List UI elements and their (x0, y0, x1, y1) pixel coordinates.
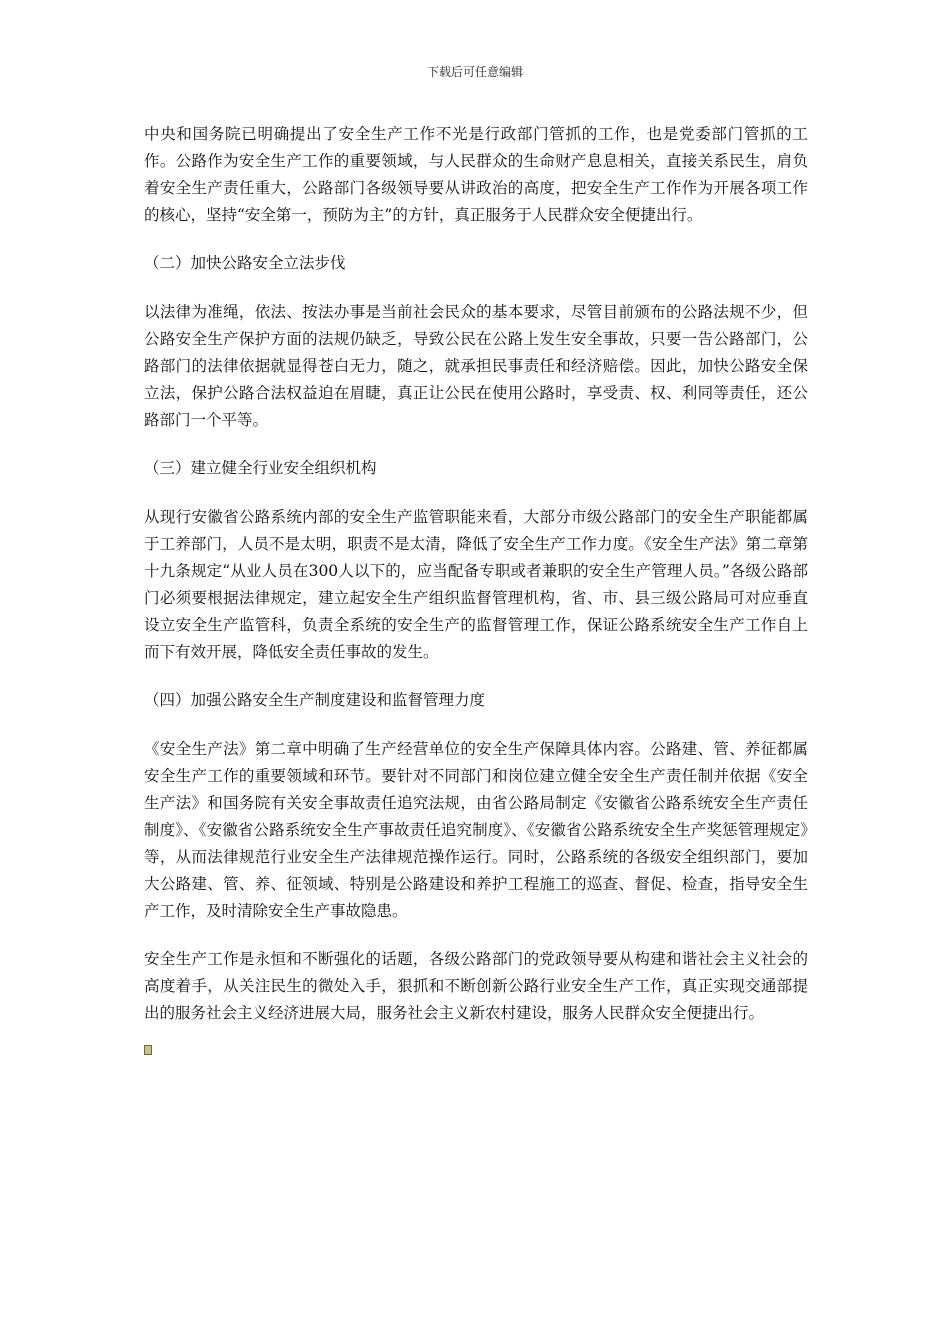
paragraph-supervision: 《安全生产法》第二章中明确了生产经营单位的安全生产保障具体内容。公路建、管、养征都属安全生产工作的重要领域和环节。要针对不同部门和岗位建立健全安全生产责任制并依据《安全生产法》和国务院有关安全事故责任追究法规，由省公路局制定《安徽省公路系统安全生产责任制度》、《安徽省公路系统安全生产事故责任追究制度》、《安徽省公路系统安全生产奖惩管理规定》等，从而法律规范行业安全生产法律规范操作运行。同时，公路系统的各级安全组织部门，要加大公路建、管、养、征领域、特别是公路建设和养护工程施工的巡查、督促、检查，指导安全生产工作，及时清除安全生产事故隐患。 (144, 740, 808, 920)
paragraph-legislation: 以法律为准绳，依法、按法办事是当前社会民众的基本要求，尽管目前颁布的公路法规不少，但公路安全生产保护方面的法规仍缺乏，导致公民在公路上发生安全事故，只要一告公路部门，公路部门的法律依据就显得苍白无力，随之，就承担民事责任和经济赔偿。因此，加快公路安全保立法，保护公路合法权益迫在眉睫，真正让公民在使用公路时，享受责、权、利同等责任，还公路部门一个平等。 (144, 303, 808, 429)
paragraph-intro: 中央和国务院已明确提出了安全生产工作不光是行政部门管抓的工作，也是党委部门管抓的工作。公路作为安全生产工作的重要领域，与人民群众的生命财产息息相关，直接关系民生，肩负着安全生产责任重大，公路部门各级领导要从讲政治的高度，把安全生产工作作为开展各项工作的核心，坚持“安全第一，预防为主”的方针，真正服务于人民群众安全便捷出行。 (144, 125, 808, 224)
page-header-note: 下载后可任意编辑 (426, 65, 523, 79)
document-body (144, 121, 808, 1027)
section-heading-2: （二）加快公路安全立法步伐 (144, 254, 346, 272)
paragraph-organization: 从现行安徽省公路系统内部的安全生产监管职能来看，大部分市级公路部门的安全生产职能都属于工养部门，人员不是太明，职责不是太清，降低了安全生产工作力度。《安全生产法》第二章第十九条规定“从业人员在300人以下的，应当配备专职或者兼职的安全生产管理人员。”各级公路部门必须要根据法律规定，建立起安全生产组织监督管理机构，省、市、县三级公路局可对应垂直设立安全生产监管科，负责全系统的安全生产的监督管理工作，保证公路系统安全生产工作自上而下有效开展，降低安全责任事故的发生。 (144, 508, 808, 661)
section-heading-3: （三）建立健全行业安全组织机构 (144, 459, 377, 477)
paragraph-conclusion: 安全生产工作是永恒和不断强化的话题，各级公路部门的党政领导要从构建和谐社会主义社会的高度着手，从关注民生的微处入手，狠抓和不断创新公路行业安全生产工作，真正实现交通部提出的服务社会主义经济进展大局，服务社会主义新农村建设，服务人民群众安全便捷出行。 (144, 950, 808, 1022)
paragraph-end-marker-icon (144, 1045, 152, 1055)
section-heading-4: （四）加强公路安全生产制度建设和监督管理力度 (144, 691, 486, 709)
